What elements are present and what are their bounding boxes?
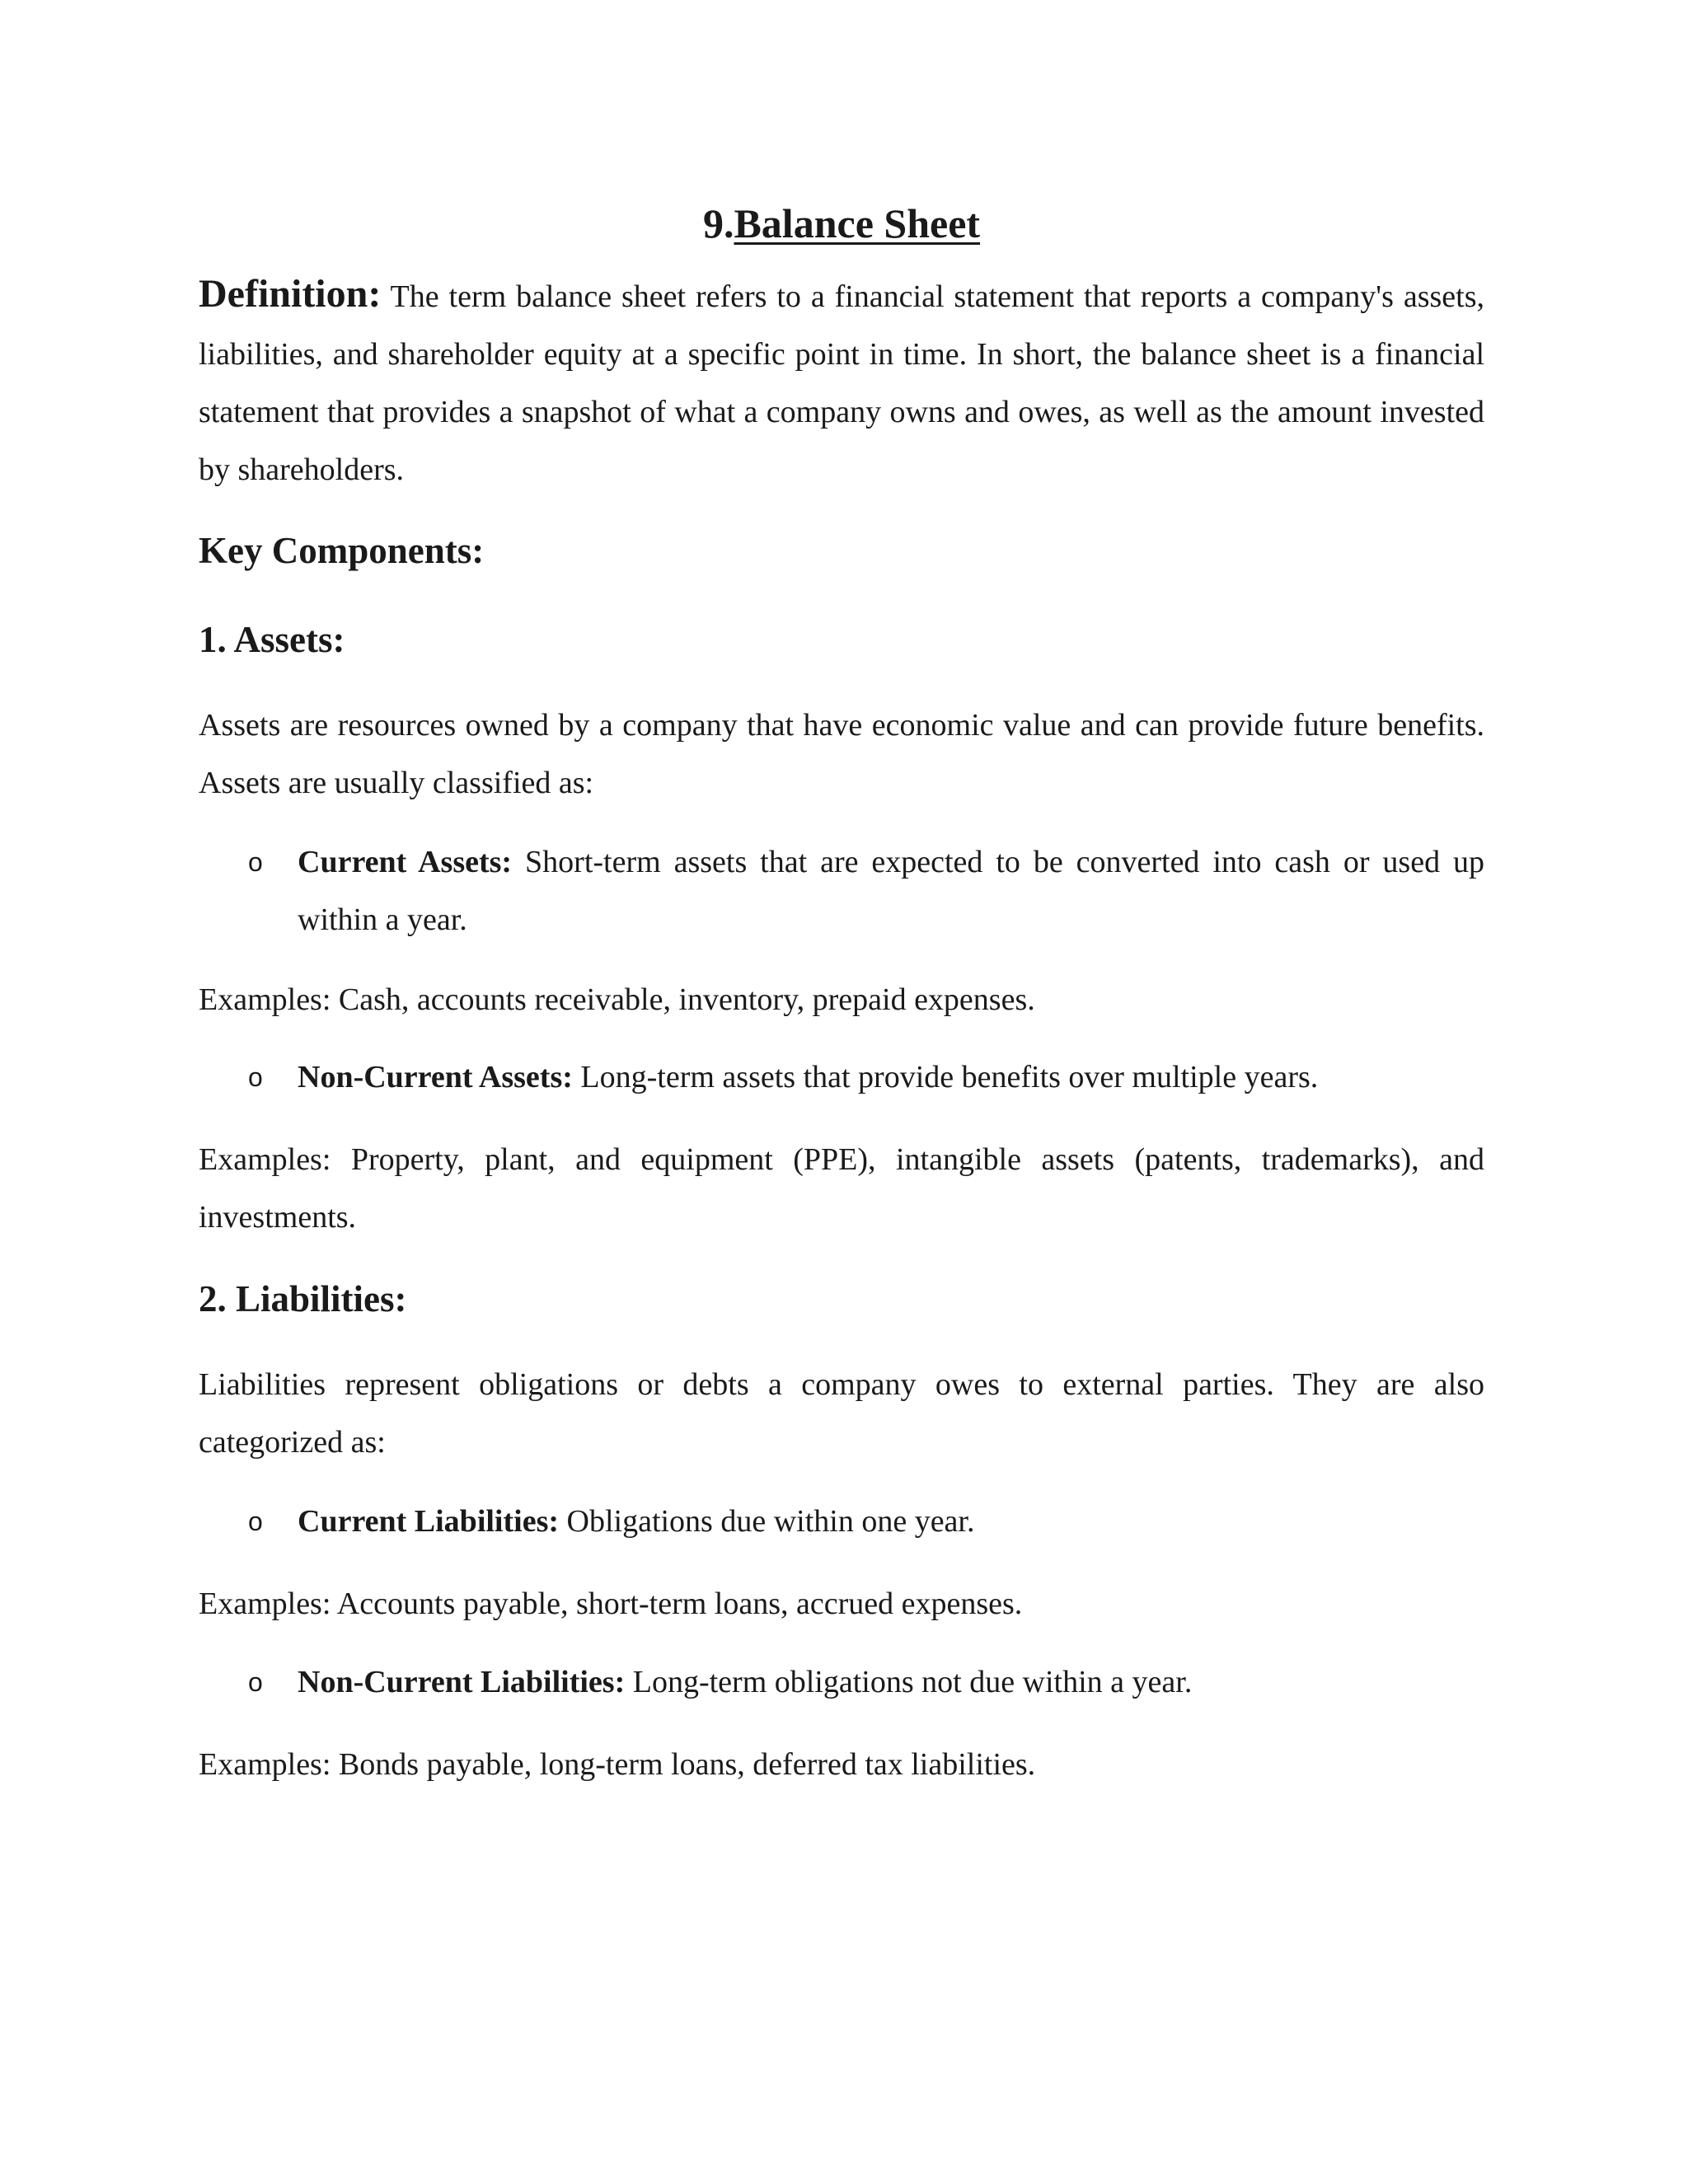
current-assets-examples: Examples: Cash, accounts receivable, inventory, prepaid expenses. — [199, 982, 1035, 1017]
bullet-term: Non-Current Liabilities: — [298, 1665, 626, 1699]
page-title — [199, 194, 1484, 252]
title-number: 9. — [702, 200, 734, 246]
bullet-description: Long-term assets that provide benefits over multiple years. — [580, 1060, 1319, 1094]
bullet-marker: o — [248, 1062, 263, 1092]
assets-intro: Assets are resources owned by a company that have economic value and can provide future benefits. Assets are usually classified as: — [199, 708, 1484, 800]
title-text: Balance Sheet — [734, 200, 981, 246]
bullet-description: Short-term assets that are expected to be converted into cash or used up within a year. — [298, 845, 1485, 937]
non-current-assets-examples: Examples: Property, plant, and equipment (PPE), intangible assets (patents, trademarks), and investments. — [199, 1142, 1484, 1235]
bullet-text — [298, 1493, 1484, 1550]
bullet-description: Obligations due within one year. — [566, 1504, 975, 1539]
liabilities-intro: Liabilities represent obligations or debts a company owes to external parties. They are also categorized as: — [199, 1367, 1484, 1460]
bullet-marker: o — [248, 1667, 263, 1697]
bullet-marker: o — [248, 1507, 263, 1536]
liabilities-heading: 2. Liabilities: — [199, 1278, 407, 1319]
key-components-heading: Key Components: — [199, 530, 485, 571]
non-current-liabilities-examples: Examples: Bonds payable, long-term loans, deferred tax liabilities. — [199, 1747, 1036, 1782]
current-liabilities-examples: Examples: Accounts payable, short-term loans, accrued expenses. — [199, 1586, 1023, 1621]
bullet-term: Current Liabilities: — [298, 1504, 560, 1539]
definition-term: Definition: — [199, 272, 382, 316]
bullet-text — [298, 833, 1484, 949]
assets-heading: 1. Assets: — [199, 619, 345, 660]
bullet-term: Non-Current Assets: — [298, 1060, 573, 1094]
bullet-term: Current Assets: — [298, 845, 513, 879]
definition-paragraph — [199, 265, 1484, 499]
bullet-text — [298, 1653, 1484, 1711]
bullet-marker: o — [248, 847, 263, 877]
bullet-description: Long-term obligations not due within a year. — [632, 1665, 1193, 1699]
definition-text: The term balance sheet refers to a financial statement that reports a company's assets, liabilities, and shareholder equity at a specific point in time. In short, the balance sheet is a financial statement that provides a snapshot of what a company owns and owes, as well as the amount invested by shareholders. — [199, 279, 1484, 487]
bullet-text — [298, 1048, 1484, 1106]
